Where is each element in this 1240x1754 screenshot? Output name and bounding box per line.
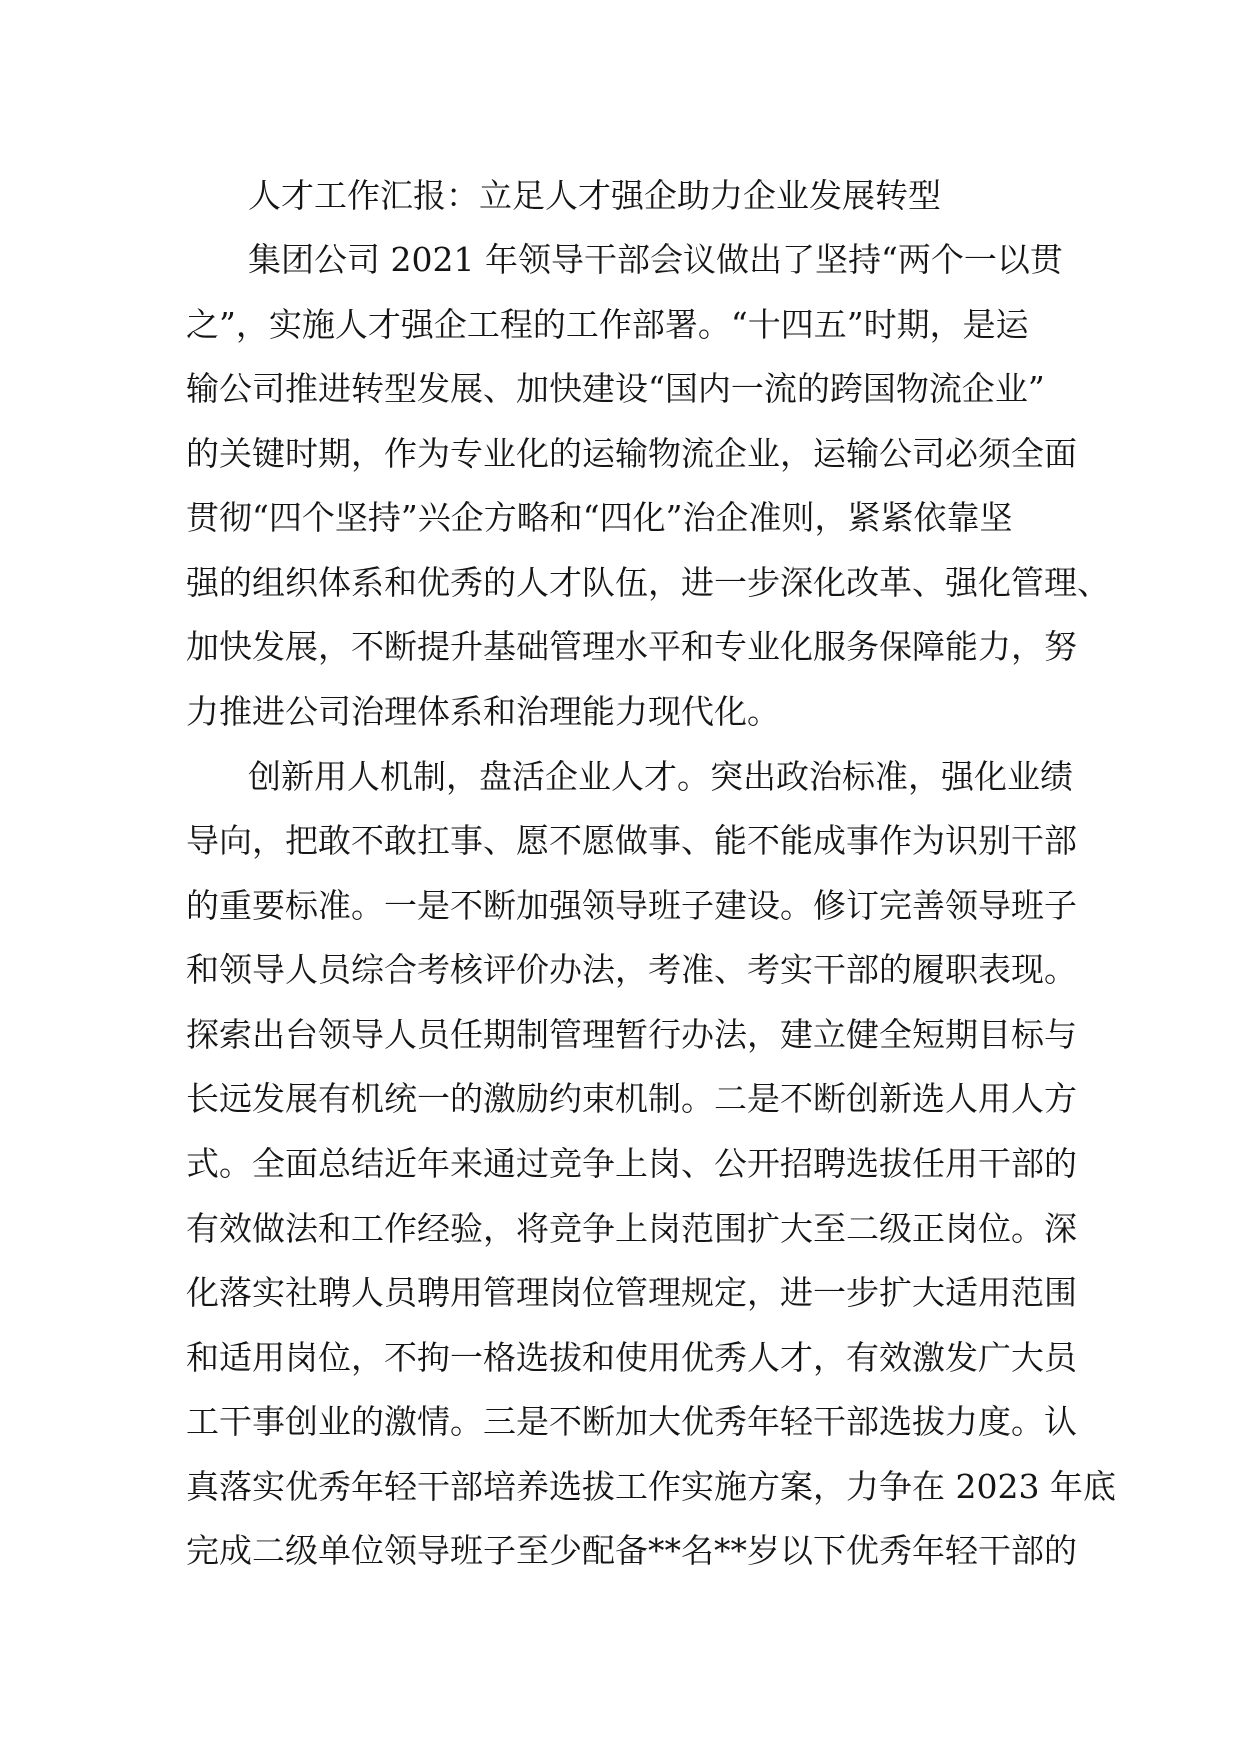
paragraph-line: 工干事创业的激情。三是不断加大优秀年轻干部选拔力度。认: [186, 1402, 1077, 1441]
paragraph-line: 强的组织体系和优秀的人才队伍，进一步深化改革、强化管理、: [186, 563, 1110, 602]
paragraph-line: 完成二级单位领导班子至少配备**名**岁以下优秀年轻干部的: [186, 1531, 1077, 1570]
paragraph-line: 创新用人机制，盘活企业人才。突出政治标准，强化业绩: [248, 757, 1073, 796]
paragraph-line: 的关键时期，作为专业化的运输物流企业，运输公司必须全面: [186, 434, 1077, 473]
paragraph-line: 式。全面总结近年来通过竞争上岗、公开招聘选拔任用干部的: [186, 1144, 1077, 1183]
paragraph-line: 之”，实施人才强企工程的工作部署。“十四五”时期，是运: [186, 305, 1029, 344]
paragraph-line: 探索出台领导人员任期制管理暂行办法，建立健全短期目标与: [186, 1015, 1077, 1054]
paragraph-line: 贯彻“四个坚持”兴企方略和“四化”治企准则，紧紧依靠坚: [186, 498, 1013, 537]
paragraph-line: 导向，把敢不敢扛事、愿不愿做事、能不能成事作为识别干部: [186, 821, 1077, 860]
paragraph-line: 输公司推进转型发展、加快建设“国内一流的跨国物流企业”: [186, 369, 1045, 408]
paragraph-line: 和领导人员综合考核评价办法，考准、考实干部的履职表现。: [186, 950, 1077, 989]
paragraph-line: 加快发展，不断提升基础管理水平和专业化服务保障能力，努: [186, 627, 1077, 666]
paragraph-line: 长远发展有机统一的激励约束机制。二是不断创新选人用人方: [186, 1079, 1077, 1118]
paragraph-line: 力推进公司治理体系和治理能力现代化。: [186, 692, 780, 731]
paragraph-line: 集团公司 2021 年领导干部会议做出了坚持“两个一以贯: [248, 240, 1063, 279]
paragraph-line: 和适用岗位，不拘一格选拔和使用优秀人才，有效激发广大员: [186, 1338, 1077, 1377]
paragraph-line: 化落实社聘人员聘用管理岗位管理规定，进一步扩大适用范围: [186, 1273, 1077, 1312]
paragraph-line: 有效做法和工作经验，将竞争上岗范围扩大至二级正岗位。深: [186, 1209, 1077, 1248]
paragraph-line: 的重要标准。一是不断加强领导班子建设。修订完善领导班子: [186, 886, 1077, 925]
paragraph-line: 真落实优秀年轻干部培养选拔工作实施方案，力争在 2023 年底: [186, 1467, 1116, 1506]
document-title: 人才工作汇报：立足人才强企助力企业发展转型: [248, 176, 941, 215]
